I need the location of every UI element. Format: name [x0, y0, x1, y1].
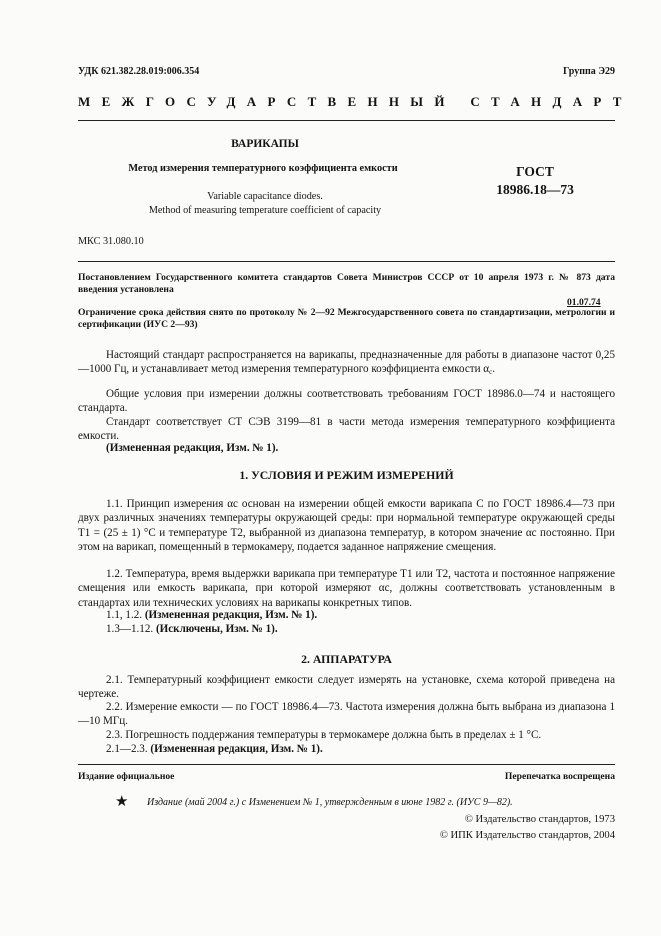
gost-block: [475, 163, 595, 199]
clause-2-2: 2.2. Измерение емкости — по ГОСТ 18986.4—73. Частота измерения должна быть выбрана из диапазона 1—10 МГц.: [78, 701, 615, 728]
clause-2-amend-text: (Измененная редакция, Изм. № 1).: [150, 743, 323, 755]
interstate-standard-banner: МЕЖГОСУДАРСТВЕННЫЙ СТАНДАРТ: [78, 94, 633, 109]
clause-1-2: 1.2. Температура, время выдержки варикапа при температуре T1 или T2, частота и постоянное напряжение смещения или емкость варикапа, при которой измеряют αc, должны соответствовать установленным в стандартах или технических условиях на варикапы конкретных типов.: [78, 568, 615, 609]
star-icon: ★: [115, 794, 129, 810]
clause-2-amend-note: [78, 742, 615, 756]
clause-1-amend-text: (Измененная редакция, Изм. № 1).: [144, 609, 318, 621]
title-en-main: Variable capacitance diodes.: [207, 191, 323, 202]
copyright-1973: © Издательство стандартов, 1973: [464, 814, 615, 825]
intro-paragraph-3: Стандарт соответствует СТ СЭВ 3199—81 в части метода измерения температурного коэффициента емкости.: [78, 416, 615, 443]
intro-p1-text: Настоящий стандарт распространяется на варикапы, предназначенные для работы в диапазоне частот 0,25—1000 Гц, и устанавливает метод измерения температурного коэффициента емкости α: [78, 349, 615, 376]
clause-1-excluded-text: (Исключены, Изм. № 1).: [155, 623, 278, 635]
decree-text: Постановлением Государственного комитета стандартов Совета Министров СССР от 10 апреля 1973 г. № 873 дата введения установлена: [78, 272, 615, 295]
clause-1-excluded-numbers: 1.3—1.12.: [106, 623, 154, 635]
header-rule: [78, 261, 615, 262]
intro-paragraph-2: Общие условия при измерении должны соответствовать требованиям ГОСТ 18986.0—74 и настоящего стандарта.: [78, 388, 615, 415]
banner-rule: [78, 120, 615, 121]
official-edition: Издание официальное: [78, 771, 175, 782]
introduction-date: 01.07.74: [567, 297, 601, 308]
section-1-title: 1. УСЛОВИЯ И РЕЖИМ ИЗМЕРЕНИЙ: [239, 468, 454, 482]
mks-code: МКС 31.080.10: [78, 236, 144, 247]
clause-2-amend-numbers: 2.1—2.3.: [106, 743, 148, 755]
intro-amendment: (Измененная редакция, Изм. № 1).: [106, 442, 279, 454]
gost-number: 18986.18—73: [496, 182, 574, 197]
footer-rule: [78, 764, 615, 765]
udk-code: УДК 621.382.28.019:006.354: [78, 66, 200, 77]
clause-2-3: 2.3. Погрешность поддержания температуры в термокамере должна быть в пределах ± 1 °С.: [106, 729, 542, 741]
intro-paragraph-1: [78, 348, 615, 380]
title-en-sub: Method of measuring temperature coefficient of capacity: [148, 205, 382, 216]
copyright-2004: © ИПК Издательство стандартов, 2004: [439, 830, 615, 841]
edition-note: Издание (май 2004 г.) с Изменением № 1, утвержденным в июне 1982 г. (ИУС 9—82).: [147, 797, 513, 808]
clause-1-amend-note: [78, 608, 615, 622]
clause-1-1: 1.1. Принцип измерения αc основан на измерении общей емкости варикапа C по ГОСТ 18986.4—73 при двух различных значениях температуры окружающей среды: при нормальной температуре окружающей среды T1 = (25 ± 1) °С и температуре T2, выбранной из диапазона температур, в котором значение αc постоянно. При этом на варикап, помещенный в термокамеру, подается заданное напряжение смещения.: [78, 498, 615, 554]
title-sub: Метод измерения температурного коэффициента емкости: [128, 163, 398, 174]
intro-p1-end: .: [492, 363, 496, 376]
clause-1-excluded-note: [78, 622, 615, 636]
section-2-title: 2. АППАРАТУРА: [301, 652, 392, 666]
clause-1-amend-numbers: 1.1, 1.2.: [106, 609, 143, 621]
clause-2-1: 2.1. Температурный коэффициент емкости следует измерять на установке, схема которой приведена на чертеже.: [78, 674, 615, 701]
gost-label: ГОСТ: [516, 164, 554, 179]
reprint-forbidden: Перепечатка воспрещена: [504, 771, 615, 782]
limit-removed-note: Ограничение срока действия снято по протоколу № 2—92 Межгосударственного совета по стандартизации, метрологии и сертификации (ИУС 2—93): [78, 307, 615, 330]
title-main: ВАРИКАПЫ: [231, 138, 299, 150]
group-code: Группа Э29: [563, 66, 615, 77]
intro-p1-subscript: c: [489, 368, 493, 377]
